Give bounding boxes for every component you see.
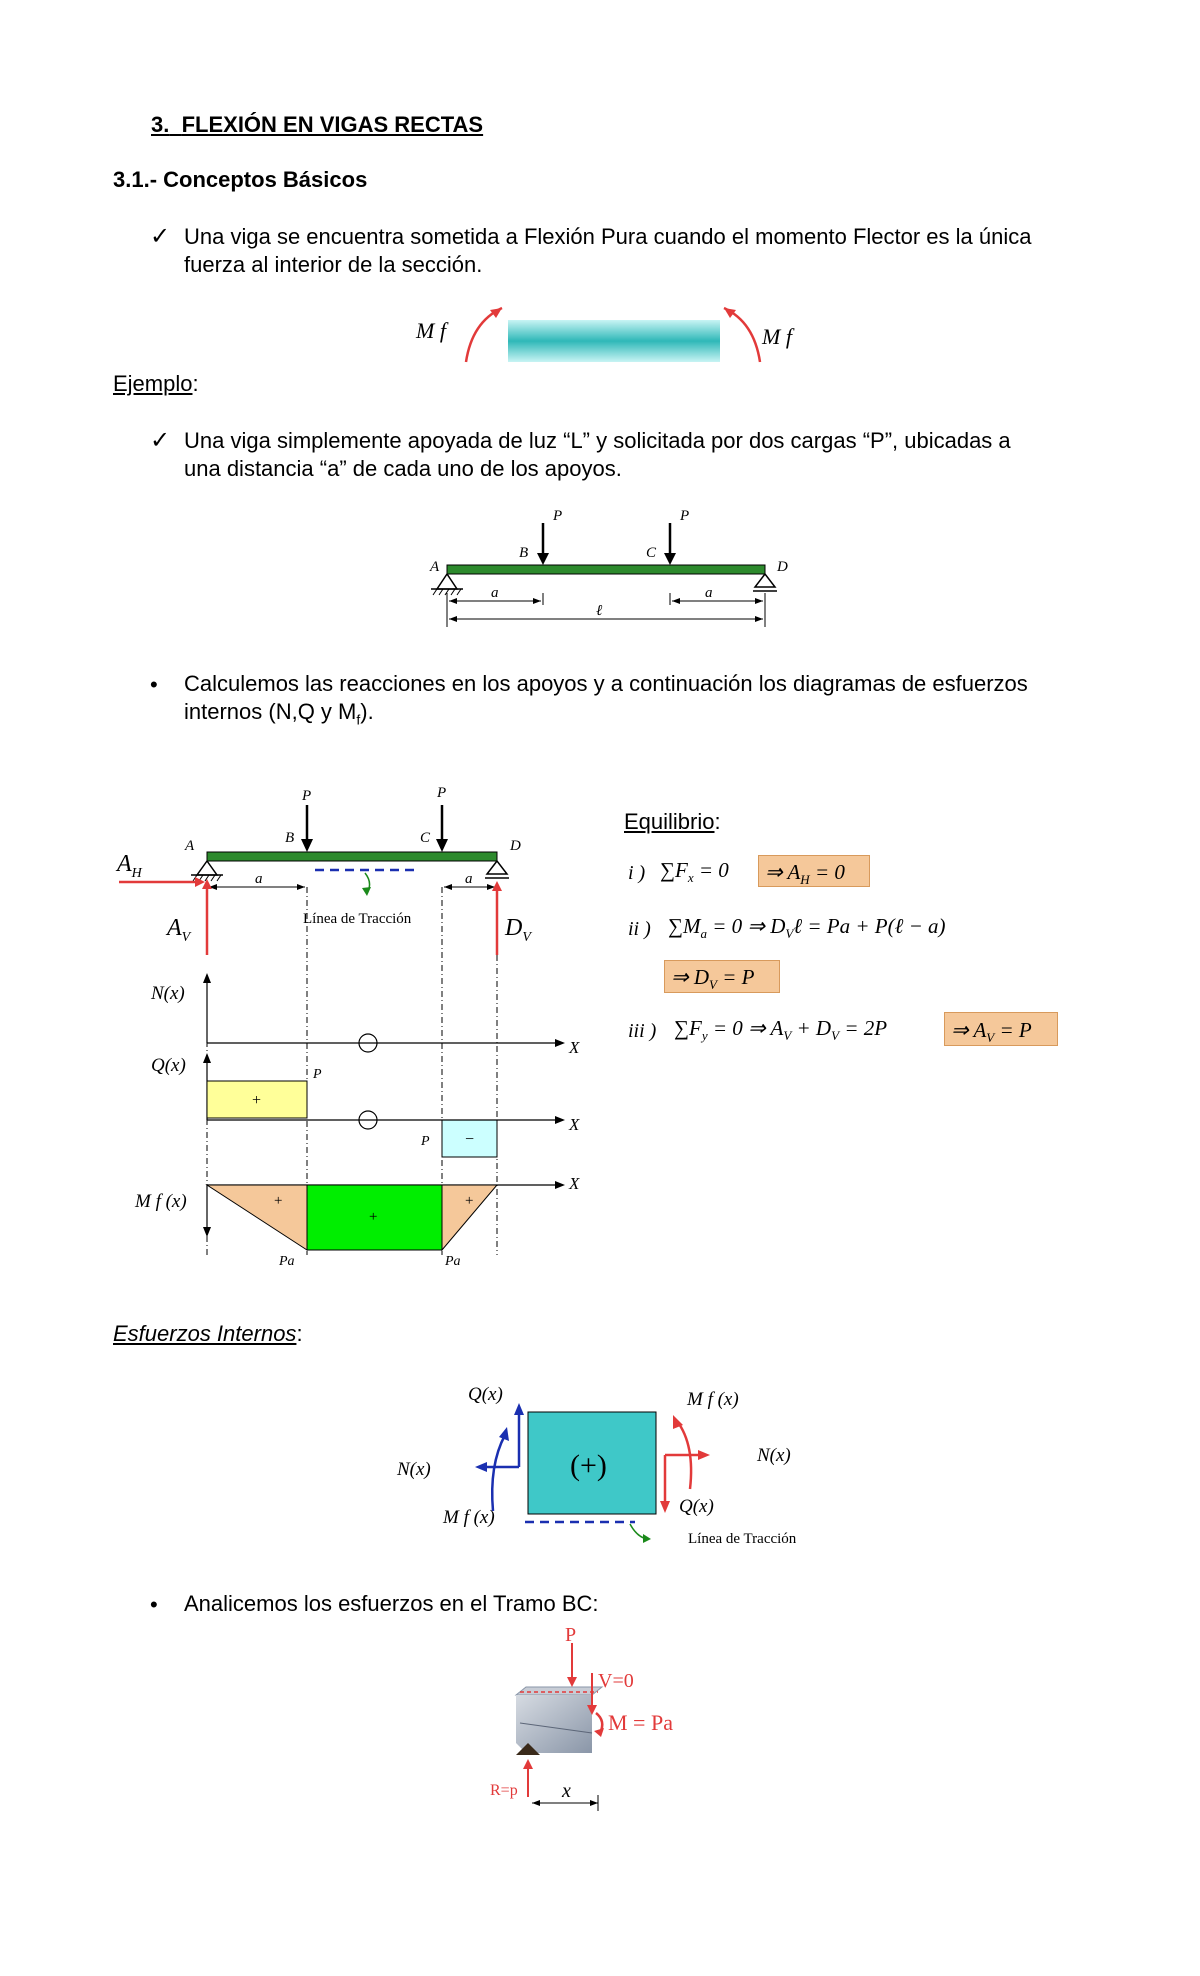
m-plus-3: + [465, 1193, 474, 1209]
x-axis-label: X [569, 1038, 580, 1057]
point-b: B [285, 830, 295, 846]
m-label: M = Pa [608, 1710, 673, 1735]
q-plus-sign: + [252, 1092, 262, 1109]
load-p1: P [553, 508, 563, 524]
m-right-label: M f (x) [687, 1389, 739, 1410]
load-arrow-icon [537, 553, 549, 565]
m-left-area [207, 1185, 307, 1250]
point-d: D [510, 838, 521, 854]
eq3-body: $\sum F_y = 0$ ⇒ $A_V + D_V = 2P$ [674, 1016, 888, 1044]
moment-arrow-icon [499, 1427, 509, 1441]
eq2-body: $\sum M_a = 0$ ⇒ $D_V\ell = Pa$ + P(ℓ − a) [668, 914, 946, 942]
axial-arrow-icon [698, 1450, 710, 1460]
eq3-number: iii ) [628, 1020, 657, 1042]
pin-support-icon [197, 861, 217, 875]
n-left-label: N(x) [397, 1459, 431, 1480]
sign-label: (+) [570, 1449, 607, 1482]
pa-label-2: Pa [445, 1254, 461, 1269]
simply-supported-beam-figure [415, 505, 815, 635]
mf-left-label: M f [416, 318, 446, 343]
x-axis-label: X [569, 1174, 580, 1193]
subsection-title: 3.1.- Conceptos Básicos [113, 167, 368, 192]
q-right-label: Q(x) [679, 1496, 714, 1517]
dim-l: ℓ [596, 603, 603, 619]
check-icon: ✓ [150, 223, 171, 250]
load-arrow-icon [567, 1677, 577, 1687]
load-arrow-icon [664, 553, 676, 565]
bullet2-line1: Una viga simplemente apoyada de luz “L” y solicitada por dos cargas “P”, ubicadas a [184, 428, 1011, 453]
beam-rect [508, 320, 720, 362]
equilibrio-label: Equilibrio: [624, 809, 721, 834]
reaction-ah-label: $A_H$ [117, 851, 142, 881]
dim-a1: a [255, 871, 263, 887]
eq2-result-box: ⇒ $D_V = P$ [664, 960, 780, 993]
reaction-dv-label: $D_V$ [505, 915, 531, 945]
bullet1-line1: Una viga se encuentra sometida a Flexión Pura cuando el momento Flector es la única [184, 224, 1032, 249]
x-label: x [562, 1780, 571, 1802]
q-axis-label: Q(x) [151, 1055, 186, 1076]
point-d: D [777, 559, 788, 575]
q-p-label-2: P [421, 1134, 430, 1149]
q-left-label: Q(x) [468, 1384, 503, 1405]
shear-arrow-icon [514, 1403, 524, 1415]
q-p-label-1: P [313, 1067, 322, 1082]
v-label: V=0 [598, 1670, 634, 1692]
eq2-number: ii ) [628, 918, 651, 940]
section-title [151, 112, 483, 138]
m-plus-1: + [274, 1193, 283, 1209]
pure-bending-figure [410, 300, 810, 370]
q-minus-sign: − [465, 1131, 475, 1148]
dim-a2: a [705, 585, 713, 601]
axial-arrow-icon [475, 1462, 487, 1472]
sign-convention-figure [385, 1375, 845, 1555]
eq3-result-box: ⇒ $A_V = P$ [944, 1012, 1058, 1046]
m-left-label: M f (x) [443, 1507, 495, 1528]
bullet2-line2: una distancia “a” de cada uno de los apoyos. [184, 456, 622, 481]
roller-support-icon [487, 861, 507, 874]
green-arrow-icon [643, 1534, 651, 1543]
eq1-lhs: $\sum F_x = 0$ [660, 858, 729, 886]
shear-arrow-icon [660, 1501, 670, 1513]
reactions-diagrams-figure [115, 775, 605, 1270]
section-number: 3. [151, 112, 170, 137]
bullet4-text: Analicemos los esfuerzos en el Tramo BC: [184, 1591, 599, 1616]
beam-rect [207, 852, 497, 861]
section-title-text: FLEXIÓN EN VIGAS RECTAS [181, 112, 484, 137]
bullet3-line2: internos (N,Q y $M_f$). [184, 699, 374, 728]
eq1-result-box: ⇒ $A_H = 0$ [758, 855, 870, 887]
dim-a1: a [491, 585, 499, 601]
m-axis-label: M f (x) [135, 1191, 187, 1212]
pin-support-icon [437, 574, 457, 589]
load-arrow-icon [436, 839, 448, 852]
esfuerzos-label: Esfuerzos Internos: [113, 1321, 303, 1346]
r-label: R=p [490, 1782, 518, 1799]
dim-a2: a [465, 871, 473, 887]
reaction-dv-arrow-icon [492, 881, 502, 891]
check-icon: ✓ [150, 427, 171, 454]
reaction-av-label: $A_V$ [167, 915, 191, 945]
bullet3-line1: Calculemos las reacciones en los apoyos y a continuación los diagramas de esfuerzos [184, 671, 1028, 696]
point-a: A [185, 838, 195, 854]
reaction-av-arrow-icon [202, 879, 212, 889]
x-axis-label: X [569, 1115, 580, 1134]
n-axis-label: N(x) [151, 983, 185, 1004]
beam-rect [447, 565, 765, 574]
mf-right-label: M f [762, 324, 792, 349]
point-b: B [519, 545, 529, 561]
bullet-dot-icon: • [150, 1592, 158, 1617]
moment-arrow-icon [594, 1728, 604, 1737]
load-p2: P [437, 785, 447, 801]
green-arrow-icon [362, 887, 371, 896]
tramo-bc-figure [480, 1625, 760, 1825]
point-a: A [430, 559, 440, 575]
n-right-label: N(x) [757, 1445, 791, 1466]
point-c: C [646, 545, 657, 561]
load-p2: P [680, 508, 690, 524]
example-label: Ejemplo: [113, 371, 199, 396]
reaction-arrow-icon [523, 1759, 533, 1769]
roller-support-icon [755, 574, 775, 587]
pa-label-1: Pa [279, 1254, 295, 1269]
load-arrow-icon [301, 839, 313, 852]
bullet1-line2: fuerza al interior de la sección. [184, 252, 483, 277]
traction-label: Línea de Tracción [303, 911, 412, 927]
reaction-ah-arrow-icon [195, 877, 205, 887]
m-plus-2: + [369, 1209, 378, 1225]
bullet-dot-icon: • [150, 672, 158, 697]
load-p-label: P [565, 1625, 577, 1646]
load-p1: P [302, 788, 312, 804]
traction-label: Línea de Tracción [688, 1531, 797, 1547]
eq1-number: i ) [628, 862, 646, 884]
point-c: C [420, 830, 431, 846]
